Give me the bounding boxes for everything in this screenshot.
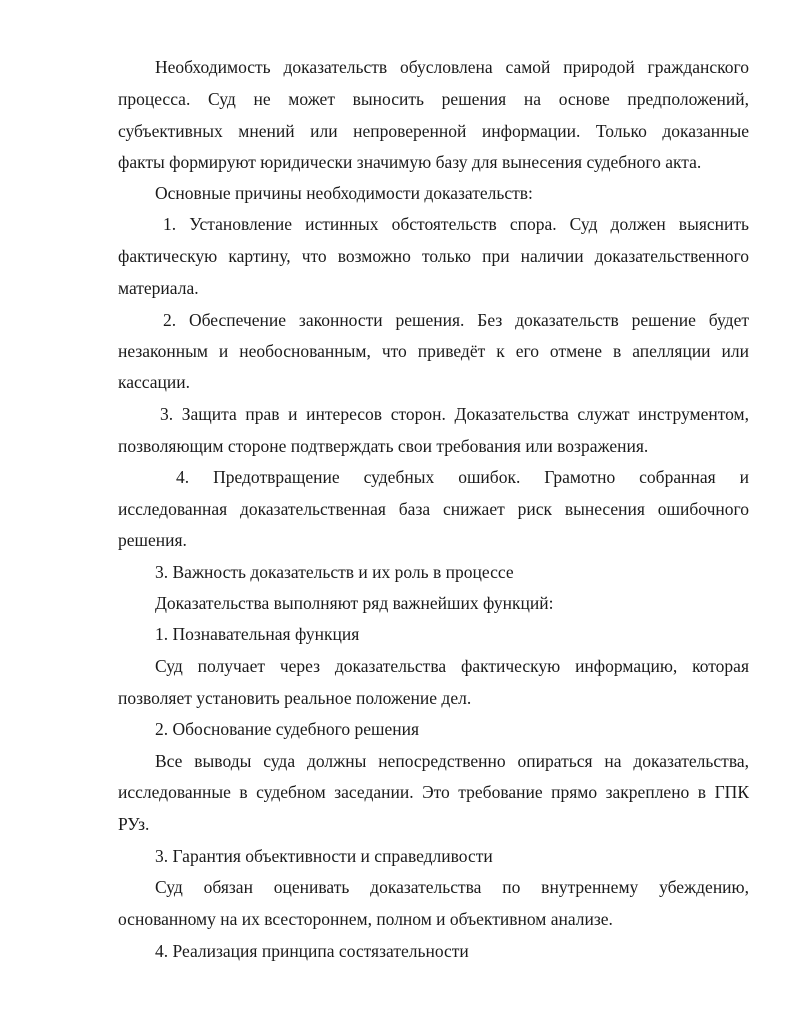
paragraph-line: Суд получает через доказательства фактическую информацию, которая — [155, 656, 749, 676]
list-item-line: исследованная доказательственная база снижает риск вынесения ошибочного — [118, 499, 749, 519]
list-item-line: незаконным и необоснованным, что приведёт к его отмене в апелляции или — [118, 341, 749, 361]
list-item-line: решения. — [118, 530, 187, 550]
paragraph-line: РУз. — [118, 814, 150, 834]
subheading: 1. Познавательная функция — [155, 624, 360, 644]
list-item-line: позволяющим стороне подтверждать свои требования или возражения. — [118, 436, 649, 456]
paragraph-line: субъективных мнений или непроверенной информации. Только доказанные — [118, 121, 749, 141]
paragraph-line: Основные причины необходимости доказательств: — [155, 183, 533, 203]
list-item-line: 2. Обеспечение законности решения. Без доказательств решение будет — [163, 310, 749, 330]
paragraph-line: процесса. Суд не может выносить решения на основе предположений, — [118, 89, 749, 109]
paragraph-line: Суд обязан оценивать доказательства по внутреннему убеждению, — [155, 877, 749, 897]
list-item-line: материала. — [118, 278, 199, 298]
subheading: 3. Гарантия объективности и справедливости — [155, 846, 493, 866]
list-item-line: кассации. — [118, 372, 190, 392]
paragraph-line: основанному на их всестороннем, полном и объективном анализе. — [118, 909, 613, 929]
section-heading: 3. Важность доказательств и их роль в процессе — [155, 562, 514, 582]
subheading: 2. Обоснование судебного решения — [155, 719, 420, 739]
paragraph-line: факты формируют юридически значимую базу для вынесения судебного акта. — [118, 152, 702, 172]
list-item-line: фактическую картину, что возможно только при наличии доказательственного — [118, 246, 749, 266]
subheading: 4. Реализация принципа состязательности — [155, 941, 469, 961]
list-item-line: 1. Установление истинных обстоятельств спора. Суд должен выяснить — [163, 214, 749, 234]
list-item-line: 4. Предотвращение судебных ошибок. Грамотно собранная и — [176, 467, 749, 487]
paragraph-line: позволяет установить реальное положение дел. — [118, 688, 472, 708]
paragraph-line: исследованные в судебном заседании. Это требование прямо закреплено в ГПК — [118, 782, 749, 802]
paragraph-line: Доказательства выполняют ряд важнейших функций: — [155, 593, 554, 613]
list-item-line: 3. Защита прав и интересов сторон. Доказательства служат инструментом, — [160, 404, 749, 424]
paragraph-line: Все выводы суда должны непосредственно опираться на доказательства, — [155, 751, 749, 771]
paragraph-line: Необходимость доказательств обусловлена самой природой гражданского — [155, 57, 749, 77]
